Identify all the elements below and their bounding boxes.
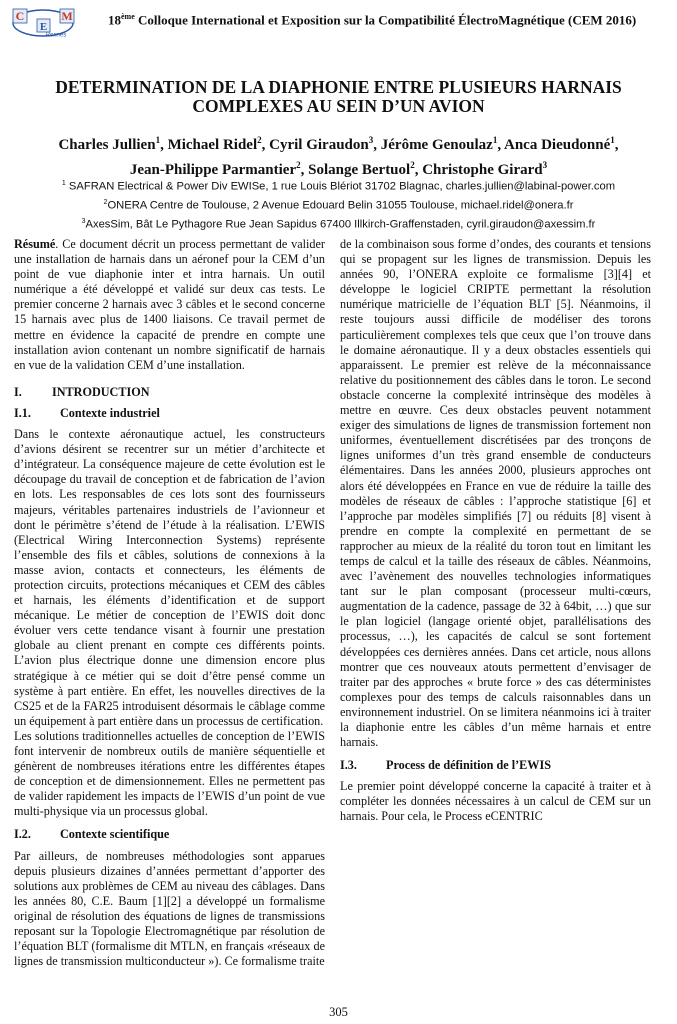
affiliation-text: SAFRAN Electrical & Power Div EWISe, 1 rue Louis Blériot 31702 Blagnac, charles.jullien@labinal-power.com — [65, 180, 616, 193]
author-affiliation-mark: 2 — [410, 160, 415, 170]
author-separator: , — [614, 137, 619, 153]
paper-title — [20, 78, 657, 116]
author-separator: , — [497, 137, 504, 153]
author-name: Michael Ridel — [167, 137, 258, 153]
author-affiliation-mark: 2 — [257, 135, 262, 145]
author-name: Jean-Philippe Parmantier — [129, 162, 297, 178]
affiliation-text: AxesSim, Bât Le Pythagore Rue Jean Sapidus 67400 Illkirch-Graffenstaden, cyril.giraudon@axessim.fr — [85, 219, 596, 232]
conference-name: Colloque International et Exposition sur la Compatibilité ÉlectroMagnétique (CEM 2016) — [134, 12, 637, 28]
author-affiliation-mark: 1 — [610, 135, 615, 145]
subsection-title: Process de définition de l’EWIS — [386, 758, 551, 773]
author-name: Anca Dieudonné — [504, 137, 611, 153]
paper-title-line-1: DETERMINATION DE LA DIAPHONIE ENTRE PLUSIEURS HARNAIS — [55, 77, 622, 97]
author-name: Solange Bertuol — [308, 162, 411, 178]
subsection-title: Contexte industriel — [60, 405, 160, 420]
section-number: I. — [14, 384, 22, 399]
abstract — [14, 237, 325, 373]
author-list — [20, 130, 657, 180]
affiliation-number: 1 — [61, 180, 66, 187]
logo-city: Rennes — [45, 32, 67, 38]
cem-logo — [10, 6, 76, 38]
paper-title-line-2: COMPLEXES AU SEIN D’UN AVION — [192, 96, 485, 116]
author-separator: , — [414, 162, 423, 178]
conference-ordinal-suffix: ème — [121, 12, 135, 21]
page-header — [10, 6, 667, 40]
paragraph: Les solutions traditionnelles actuelles de conception de l’EWIS font intervenir de nombreux outils de manière séquentielle et génèrent de nombreuses itérations entre les différentes étapes de conception et de dimensionnement. Elles ne permettent pas de valider rapidement les impacts de l’EWIS d’un point de vue multi-physique via un processus global. — [14, 728, 325, 819]
author-name: Christophe Girard — [422, 162, 543, 178]
page-number: 305 — [329, 1005, 348, 1019]
subsection-title: Contexte scientifique — [60, 827, 170, 842]
author-name: Jérôme Genoulaz — [380, 137, 493, 153]
logo-letter-c: C — [15, 9, 25, 23]
affiliation-list — [10, 176, 667, 234]
author-separator: , — [160, 137, 168, 153]
affiliation-number: 2 — [103, 199, 108, 207]
affiliation-text: ONERA Centre de Toulouse, 2 Avenue Edouard Belin 31055 Toulouse, michael.ridel@onera.fr — [107, 199, 574, 212]
subsection-heading-process-ewis — [340, 758, 651, 773]
paragraph: Dans le contexte aéronautique actuel, les constructeurs d’avions désirent se recentrer sur un métier d’architecte et d’intégrateur. La conséquence majeure de cette évolution est le découpage du travail de conception et de fabrication de l’avion en lots. Les responsables de ces lots sont des fournisseurs majeurs, véritables partenaires industriels de l’avionneur et dont le périmètre s’étend de l’étude à la réalisation. L’EWIS (Electrical Wiring Interconnection Systems) représente l’ensemble des fils et câbles, solutions de connexions à la masse avion, contacts et connecteurs, les éléments de protection circuits, protections mécaniques et CEM des câbles et harnais, les éléments d’identification et de support mécanique. Le métier de conception de l’EWIS doit donc évoluer vers cette tendance visant à fournir une prestation globale au client prenant en compte ces différents points. L’avion plus électrique donne une dimension encore plus stratégique à ce métier qui se doit d’être pensé comme un système à part entière. En effet, les nouvelles directives de la CS25 et de la FAR25 introduisent désormais le câblage comme un équipement à part entière dans un processus de certification. — [14, 427, 325, 728]
subsection-number: I.3. — [340, 758, 357, 773]
abstract-label: Résumé — [14, 237, 56, 251]
author-separator: , — [261, 137, 270, 153]
subsection-heading-contexte-industriel — [14, 406, 325, 421]
logo-letter-m: M — [61, 9, 73, 23]
author-separator: , — [373, 137, 381, 153]
affiliation-3 — [10, 214, 667, 233]
logo-letter-e: E — [39, 21, 48, 33]
conference-ordinal: 18 — [108, 12, 121, 28]
author-affiliation-mark: 1 — [492, 135, 498, 145]
affiliation-2 — [10, 195, 667, 214]
author-name: Cyril Giraudon — [269, 137, 369, 153]
paragraph-continuation: de la combinaison sous forme d’ondes, des courants et tensions qui se propagent sur les lignes de transmission. Depuis les années 90, l’ONERA exploite ce formalisme [3][4] et développe le logiciel CRIPTE permettant la résolution numérique matricielle de l’équation BLT [5]. Néanmoins, il reste toujours aussi difficile de modéliser des torons particulièrement complexes tels que ceux que l’on trouve dans le domaine aéronautique. Il y a deux obstacles essentiels qui apparaissent. Le premier est relève de la méconnaissance relative du positionnement des câbles dans le toron. Le second obstacle concerne la complexité intrinsèque des modèles à mettre en œuvre. Ces deux obstacles peuvent notamment exiger des simulations de lignes de transmission fortement non uniformes, éventuellement discrétisées par des tronçons de lignes uniformes d’un très grand ensemble de conducteurs élémentaires. Dans les années 2000, plusieurs approches ont alors été développées en France en vue de réduire la taille des modèles de réseaux de câbles : l’approche statistique [6] et l’approche par modèles simplifiés [7] ou réduits [8] visent à prendre en compte la complexité en permettant de se rapprocher au mieux de la réalité du toron tout en limitant les temps de calcul et la taille des réseaux de câbles. Néanmoins, avec l’avènement des nouvelles technologies informatiques tant sur le plan composant (processeur multi-cœurs, augmentation de la cadence, passage de 32 à 64bit, …) que sur le plan logiciel (langage orienté objet, parallélisations des processus, …), les capacités de calcul se sont fortement développées ces dernières années. Dans cet article, nous allons montrer que ces nouveaux atouts permettent d’envisager de traiter par des approches « brute force » des cas déterministes complexes pour des temps de calculs raisonnables dans un environnement industriel. On se limitera néanmoins ici à traiter la diaphonie entre les câbles d’un même harnais et entre harnais. — [340, 237, 651, 750]
paragraph-continued: Par ailleurs, de nombreuses méthodologies sont apparues depuis plusieurs dizaines d’années permettant d’apporter des solutions aux problèmes de CEM au niveau des câblages. Dans les années 80, C.E. Baum [1][2] a développé un formalisme original de résolution des équations de lignes de transmissions reposant sur la Topologie Electromagnétique par résolution de l’équation BLT (formalisme dit MTLN, en français «réseaux de lignes de transmission multiconducteur »). Ce formalisme traite — [14, 848, 325, 969]
section-title: INTRODUCTION — [52, 384, 150, 399]
conference-title — [108, 12, 636, 28]
author-line-1 — [20, 130, 657, 155]
abstract-text: . Ce document décrit un process permettant de valider une installation de harnais dans un aéronef pour la CEM d’un point de vue diaphonie inter et intra harnais. Un outil numérique a été développé et validé sur deux cas tests. Le premier concerne 2 harnais avec 3 câbles et le second concerne 15 harnais avec plus de 1400 liaisons. Ce travail permet de mettre en évidence la capacité de prendre en compte une installation avion contenant un nombre significatif de harnais en vue de la validation CEM d’une installation. — [14, 237, 325, 372]
author-affiliation-mark: 3 — [368, 135, 374, 145]
affiliation-1 — [10, 176, 667, 195]
left-column — [14, 237, 325, 969]
author-affiliation-mark: 2 — [296, 160, 301, 170]
paragraph: Le premier point développé concerne la capacité à traiter et à compléter les données nécessaires à un calcul de CEM sur un harnais. Pour cela, le Process eCENTRIC — [340, 779, 651, 824]
right-column — [340, 237, 651, 825]
subsection-heading-contexte-scientifique — [14, 827, 325, 842]
subsection-number: I.1. — [14, 405, 31, 420]
affiliation-number: 3 — [81, 218, 86, 226]
section-heading-introduction — [14, 385, 325, 400]
cem-logo-graphic — [10, 6, 76, 38]
author-separator: , — [300, 162, 309, 178]
author-affiliation-mark: 3 — [542, 160, 548, 170]
author-affiliation-mark: 1 — [155, 135, 161, 145]
author-name: Charles Jullien — [58, 137, 156, 153]
subsection-number: I.2. — [14, 827, 31, 842]
